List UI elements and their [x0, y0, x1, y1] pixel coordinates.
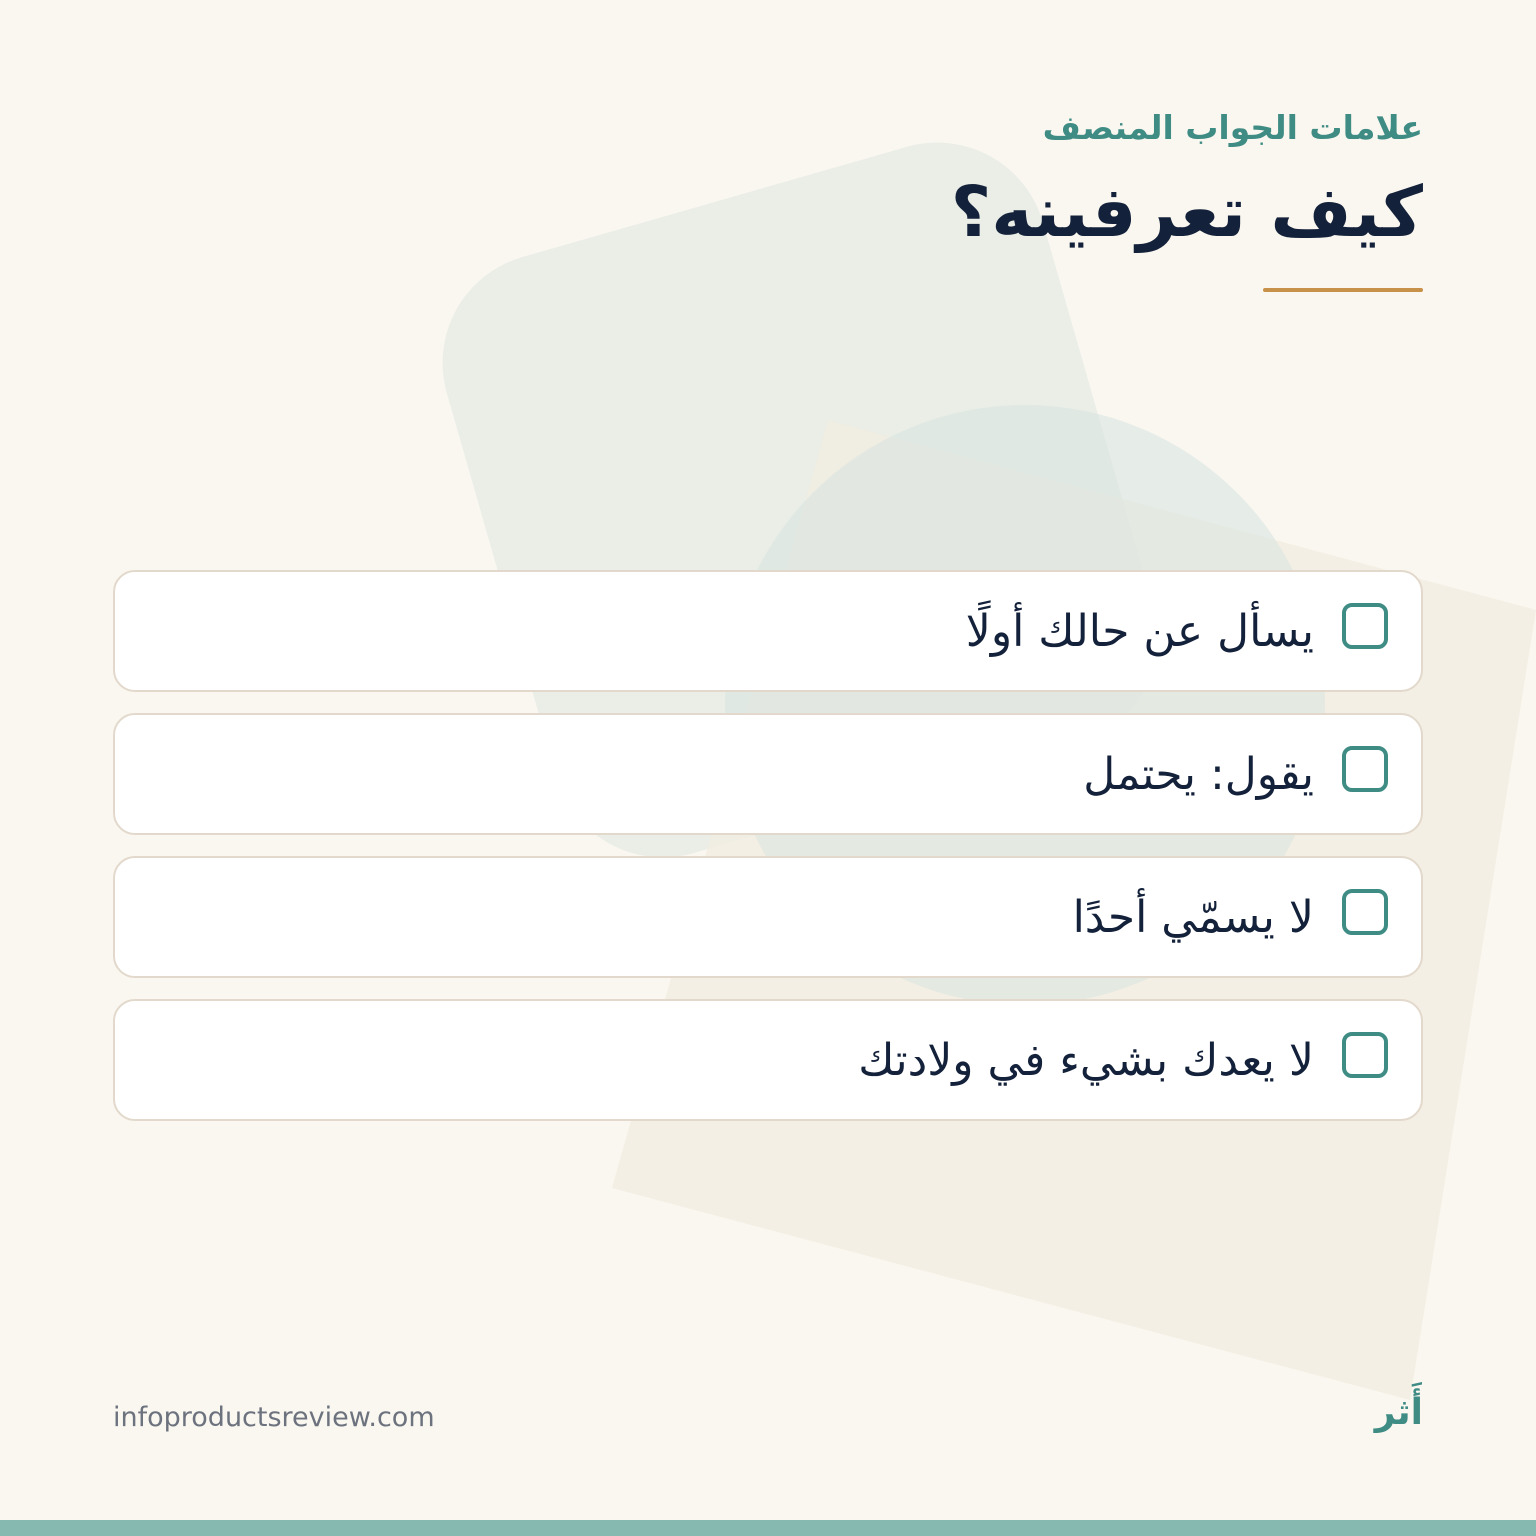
checklist-item-label: يسأل عن حالك أولًا: [965, 605, 1314, 657]
checkbox[interactable]: [1342, 1032, 1388, 1078]
footer-website-url: infoproductsreview.com: [113, 1402, 435, 1433]
checkbox[interactable]: [1342, 889, 1388, 935]
checklist-item-label: يقول: يحتمل: [1083, 748, 1314, 800]
checklist-item-label: لا يسمّي أحدًا: [1072, 891, 1314, 943]
checklist-item-label: لا يعدك بشيء في ولادتك: [858, 1034, 1314, 1086]
eyebrow-label: علامات الجواب المنصف: [1042, 108, 1423, 147]
page-title: كيف تعرفينه؟: [950, 171, 1423, 253]
checklist: [113, 570, 1423, 1142]
checklist-item[interactable]: [113, 713, 1423, 835]
bottom-accent-bar: [0, 1520, 1536, 1536]
checkbox[interactable]: [1342, 746, 1388, 792]
checkbox[interactable]: [1342, 603, 1388, 649]
checklist-item[interactable]: [113, 570, 1423, 692]
checklist-item[interactable]: [113, 999, 1423, 1121]
brand-logo: أَثر: [1374, 1392, 1423, 1433]
checklist-item[interactable]: [113, 856, 1423, 978]
title-underline: [1263, 288, 1423, 292]
